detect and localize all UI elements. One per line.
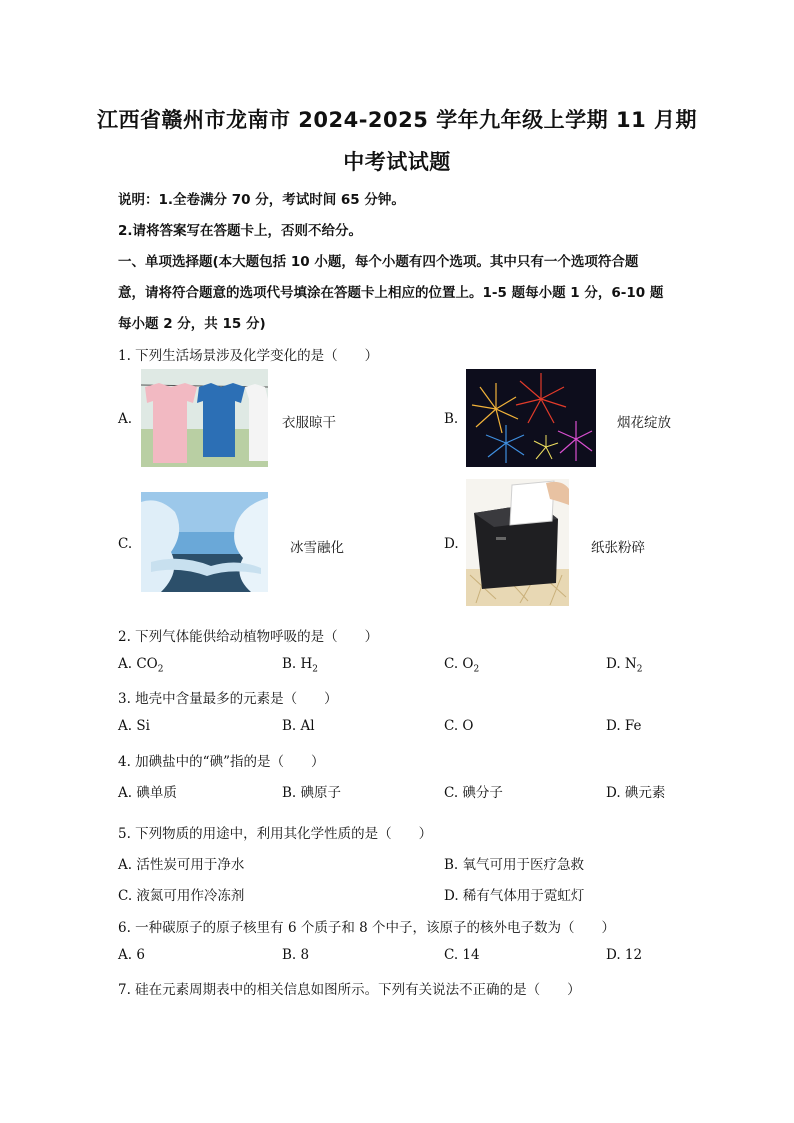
q4-option-d: D. 碘元素 [606, 785, 666, 801]
section1-line3: 每小题 2 分，共 15 分) [118, 316, 266, 332]
q1-option-a-letter: A. [118, 411, 133, 427]
q3-option-a: A. Si [118, 718, 150, 734]
section1-line1: 一、单项选择题(本大题包括 10 小题，每个小题有四个选项。其中只有一个选项符合题 [118, 254, 639, 270]
paper-shredder-image [466, 479, 569, 606]
q2-option-b: B. $H_2$ [282, 656, 319, 675]
q3-option-d: D. Fe [606, 718, 642, 734]
q1-stem: 1. 下列生活场景涉及化学变化的是（ ） [118, 348, 379, 364]
q1-option-c-letter: C. [118, 536, 133, 552]
q6-option-c: C. 14 [444, 947, 480, 963]
q4-option-b: B. 碘原子 [282, 785, 342, 801]
ice-melting-image [141, 492, 268, 592]
q4-option-c: C. 碘分子 [444, 785, 503, 801]
q6-option-a: A. 6 [118, 947, 145, 963]
q5-option-c: C. 液氮可用作冷冻剂 [118, 888, 245, 904]
q4-stem: 4. 加碘盐中的“碘”指的是（ ） [118, 754, 325, 770]
q3-option-b: B. Al [282, 718, 315, 734]
q3-stem: 3. 地壳中含量最多的元素是（ ） [118, 691, 338, 707]
q1-option-a-text: 衣服晾干 [282, 415, 336, 431]
note-1: 说明：1.全卷满分 70 分，考试时间 65 分钟。 [118, 192, 405, 208]
q1-option-b-letter: B. [444, 411, 459, 427]
q4-option-a: A. 碘单质 [118, 785, 177, 801]
q5-option-a: A. 活性炭可用于净水 [118, 857, 245, 873]
exam-title-line1: 江西省赣州市龙南市 2024-2025 学年九年级上学期 11 月期 [96, 108, 698, 132]
note-2: 2.请将答案写在答题卡上，否则不给分。 [118, 223, 363, 239]
q5-option-d: D. 稀有气体用于霓虹灯 [444, 888, 585, 904]
q2-option-a: A. $CO_2$ [118, 656, 164, 675]
q2-option-d: D. $N_2$ [606, 656, 643, 675]
q6-option-d: D. 12 [606, 947, 643, 963]
q1-option-d-text: 纸张粉碎 [591, 540, 645, 556]
clothes-drying-image [141, 369, 268, 467]
q5-stem: 5. 下列物质的用途中，利用其化学性质的是（ ） [118, 826, 433, 842]
q2-stem: 2. 下列气体能供给动植物呼吸的是（ ） [118, 629, 379, 645]
q1-option-b-text: 烟花绽放 [617, 415, 671, 431]
q3-option-c: C. O [444, 718, 474, 734]
fireworks-image [466, 369, 596, 467]
section1-line2: 意，请将符合题意的选项代号填涂在答题卡上相应的位置上。1-5 题每小题 1 分，6-10 题 [118, 285, 664, 301]
q2-option-c: C. $O_2$ [444, 656, 480, 675]
q1-option-c-text: 冰雪融化 [290, 540, 344, 556]
exam-title-line2: 中考试试题 [343, 150, 451, 174]
q6-option-b: B. 8 [282, 947, 310, 963]
q1-option-d-letter: D. [444, 536, 459, 552]
q5-option-b: B. 氧气可用于医疗急救 [444, 857, 585, 873]
q7-stem: 7. 硅在元素周期表中的相关信息如图所示。下列有关说法不正确的是（ ） [118, 982, 581, 998]
q6-stem: 6. 一种碳原子的原子核里有 6 个质子和 8 个中子，该原子的核外电子数为（ ） [118, 920, 616, 936]
